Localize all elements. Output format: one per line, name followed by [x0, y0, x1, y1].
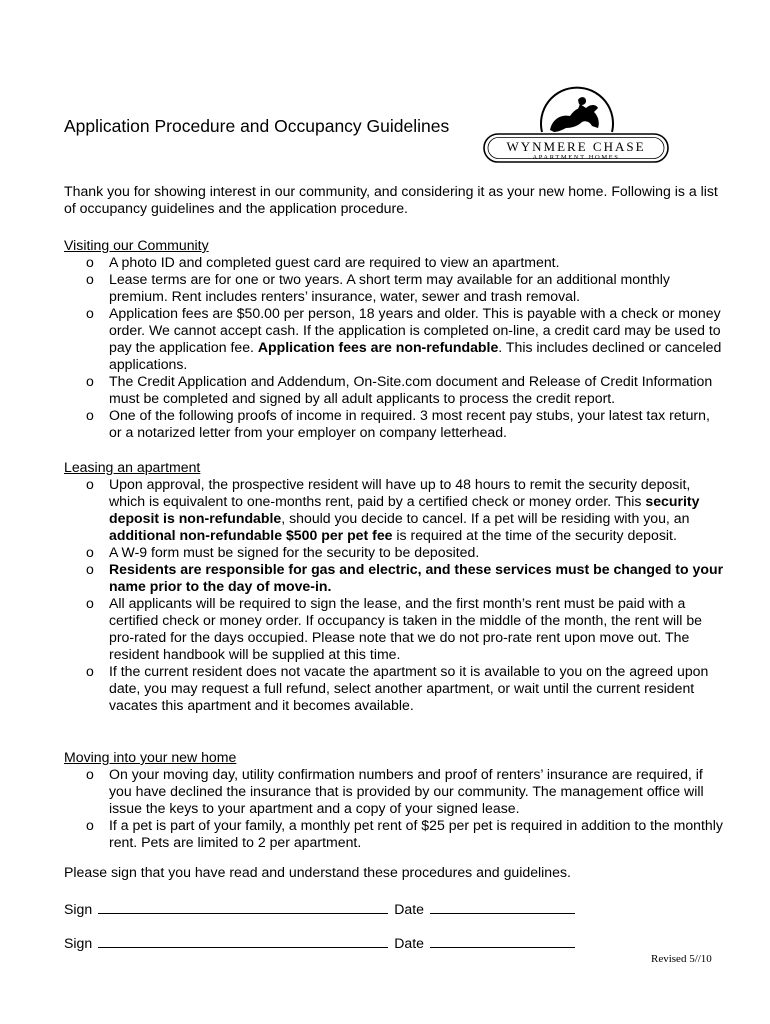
- list-item: [64, 663, 724, 714]
- section-moving: [64, 749, 724, 851]
- list-item: [64, 407, 724, 441]
- bullet-marker: o: [86, 561, 94, 577]
- bullet-list: [64, 766, 724, 851]
- revision-note: Revised 5//10: [651, 953, 712, 965]
- intro-paragraph: Thank you for showing interest in our community, and considering it as your new home. Following is a list of occupancy guidelines and the application procedure.: [64, 183, 718, 216]
- item-text: A W-9 form must be signed for the security to be deposited.: [109, 544, 480, 560]
- list-item: [64, 305, 724, 373]
- item-text: If the current resident does not vacate the apartment so it is available to you on the agreed upon date, you may request a full refund, select another apartment, or wait until the current resident vacates this apartment and it becomes available.: [109, 663, 709, 713]
- list-item: [64, 817, 724, 851]
- bullet-marker: o: [86, 595, 94, 611]
- list-item: [64, 544, 724, 561]
- bullet-marker: o: [86, 817, 94, 833]
- closing-statement: Please sign that you have read and understand these procedures and guidelines.: [64, 864, 571, 880]
- date-label: Date: [394, 901, 424, 917]
- item-text: is required at the time of the security deposit.: [392, 527, 677, 543]
- list-item: [64, 766, 724, 817]
- list-item: [64, 561, 724, 595]
- list-item: [64, 595, 724, 663]
- bullet-marker: o: [86, 663, 94, 679]
- item-text: If a pet is part of your family, a monthly pet rent of $25 per pet is required in addition to the monthly rent. Pets are limited to 2 per apartment.: [109, 817, 723, 850]
- item-text: , should you decide to cancel. If a pet will be residing with you, an: [281, 510, 690, 526]
- sign-label: Sign: [64, 935, 93, 951]
- item-text: . This includes declined or canceled applications.: [109, 339, 722, 372]
- item-text: A photo ID and completed guest card are required to view an apartment.: [109, 254, 560, 270]
- bullet-list: [64, 254, 724, 441]
- bullet-marker: o: [86, 305, 94, 321]
- list-item: [64, 476, 724, 544]
- signature-field[interactable]: [98, 933, 388, 948]
- section-heading: Visiting our Community: [64, 237, 209, 253]
- item-text: On your moving day, utility confirmation numbers and proof of renters’ insurance are required, if you have declined the insurance that is provided by our community. The management office will issue the keys to your apartment and a copy of your signed lease.: [109, 766, 704, 816]
- signature-line-2: [64, 933, 575, 951]
- item-text: Application fees are $50.00 per person, 18 years and older. This is payable with a check or money order. We cannot accept cash. If the application is completed on-line, a credit card may be used to pay the application fee.: [109, 305, 721, 355]
- item-text: All applicants will be required to sign the lease, and the first month’s rent must be paid with a certified check or money order. If occupancy is taken in the middle of the month, the rent will be pro-rated for the days occupied. Please note that we do not pro-rate rent upon move out. The resident handbook will be supplied at this time.: [109, 595, 703, 662]
- sign-label: Sign: [64, 901, 93, 917]
- emphasis-text: Application fees are non-refundable: [257, 339, 499, 355]
- item-text: Lease terms are for one or two years. A short term may available for an additional monthly premium. Rent includes renters’ insurance, water, sewer and trash removal.: [109, 271, 670, 304]
- bullet-list: [64, 476, 724, 714]
- logo-tagline: APARTMENT HOMES: [532, 154, 620, 161]
- signature-field[interactable]: [98, 899, 388, 914]
- item-text: Upon approval, the prospective resident will have up to 48 hours to remit the security deposit, which is equivalent to one-months rent, paid by a certified check or money order. This: [109, 476, 691, 509]
- signature-line-1: [64, 899, 575, 917]
- bullet-marker: o: [86, 476, 94, 492]
- bullet-marker: o: [86, 254, 94, 270]
- date-field[interactable]: [430, 933, 575, 948]
- section-heading: Moving into your new home: [64, 749, 237, 765]
- bullet-marker: o: [86, 271, 94, 287]
- logo-name: WYNMERE CHASE: [506, 139, 646, 154]
- list-item: [64, 271, 724, 305]
- item-text: The Credit Application and Addendum, On-Site.com document and Release of Credit Information must be completed and signed by all adult applicants to process the credit report.: [109, 373, 713, 406]
- emphasis-text: Residents are responsible for gas and electric, and these services must be changed to your name prior to the day of move-in.: [109, 561, 724, 594]
- list-item: [64, 373, 724, 407]
- list-item: [64, 254, 724, 271]
- date-label: Date: [394, 935, 424, 951]
- section-heading: Leasing an apartment: [64, 459, 201, 475]
- emphasis-text: additional non-refundable $500 per pet fee: [109, 527, 393, 543]
- section-leasing: [64, 459, 724, 714]
- bullet-marker: o: [86, 407, 94, 423]
- section-visiting: [64, 237, 724, 441]
- item-text: One of the following proofs of income in required. 3 most recent pay stubs, your latest tax return, or a notarized letter from your employer on company letterhead.: [109, 407, 710, 440]
- emphasis-text: security deposit is non-refundable: [109, 493, 700, 526]
- bullet-marker: o: [86, 373, 94, 389]
- bullet-marker: o: [86, 544, 94, 560]
- bullet-marker: o: [86, 766, 94, 782]
- date-field[interactable]: [430, 899, 575, 914]
- wynmere-chase-logo: [480, 86, 672, 170]
- page-title: Application Procedure and Occupancy Guidelines: [64, 116, 450, 136]
